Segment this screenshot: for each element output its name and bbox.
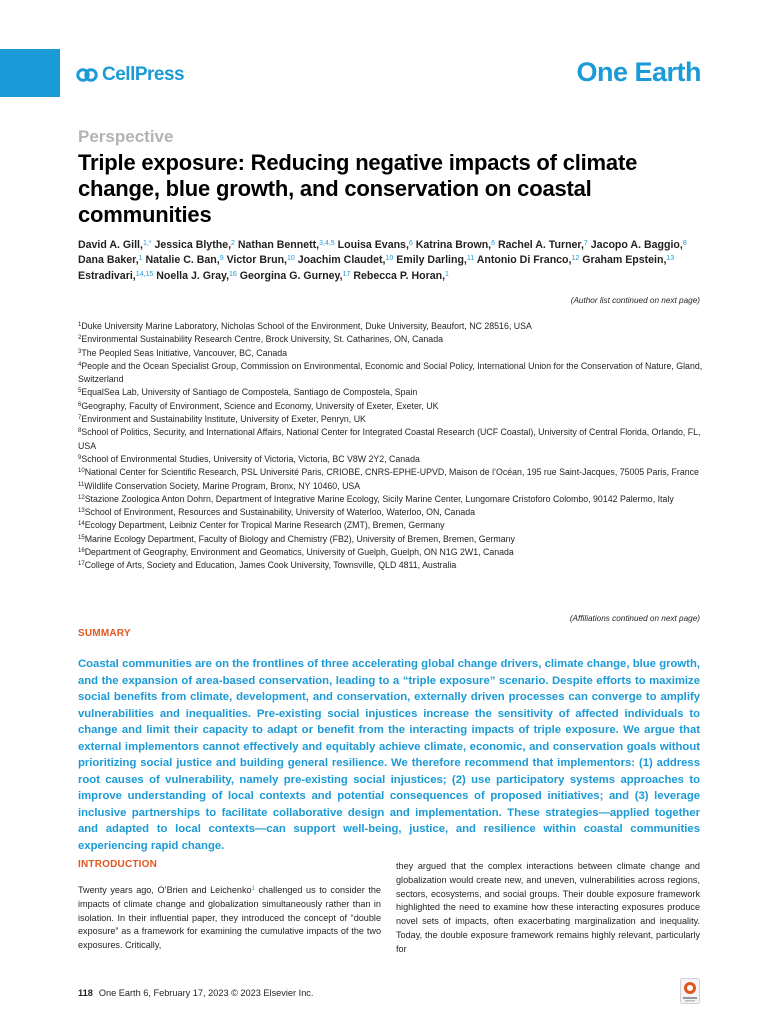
author — [298, 254, 394, 266]
author — [78, 254, 143, 266]
author-affiliation-ref[interactable]: 10 — [287, 255, 295, 263]
affiliation — [78, 493, 708, 506]
author — [154, 239, 234, 251]
author — [498, 239, 588, 251]
author-affiliation-ref[interactable]: 6 — [408, 240, 413, 247]
author — [591, 239, 687, 251]
summary-text: Coastal communities are on the frontlines of three accelerating global change drivers, climate change, blue growth, and the expansion of area-based conservation, leading to a “triple exposure” scenario. Despite efforts to maximize social benefits from climate, development, and conservation, externally driven processes can converge to amplify vulnerabilities and inequalities. Pre-existing social injustices increase the sensitivity of affected individuals to change and limit their capacity to adapt or benefit from the interacting impacts of triple exposure. We argue that external implementors cannot effectively and equitably achieve climate, economic, and conservation goals without prioritizing social justice and building general resilience. We therefore recommend that implementors: (1) address root causes of vulnerability, namely pre-existing social injustices; (2) use participatory systems approaches to improve understanding of local contexts and potential consequences of proposed initiatives; and (3) leverage inclusive partnerships to facilitate collaborative design and implementation. These strategies—applied together and adapted to local contexts—can support well-being, justice, and resilience within coastal communities experiencing rapid change. — [78, 658, 700, 852]
affiliation-text: EqualSea Lab, University of Santiago de Compostela, Santiago de Compostela, Spain — [81, 387, 418, 398]
author — [396, 254, 474, 266]
intro-left-text-start: Twenty years ago, O’Brien and Leichenko — [78, 885, 252, 895]
affiliation — [78, 360, 708, 387]
journal-citation: One Earth 6, February 17, 2023 © 2023 Elsevier Inc. — [98, 988, 314, 998]
author — [240, 270, 351, 282]
affiliation — [78, 347, 708, 360]
publisher-logo[interactable] — [76, 64, 184, 86]
affiliation-list — [78, 320, 708, 573]
article-type: Perspective — [78, 127, 174, 146]
author — [338, 239, 413, 251]
affiliation-text: The Peopled Seas Initiative, Vancouver, BC, Canada — [81, 347, 288, 358]
author — [156, 270, 237, 282]
author-name: Graham Epstein, — [582, 254, 667, 267]
author-name: Jessica Blythe, — [154, 239, 232, 251]
affiliation-number: 14 — [78, 521, 85, 528]
author-name: Victor Brun, — [226, 254, 287, 267]
journal-name[interactable]: One Earth — [576, 57, 701, 87]
author-name: Natalie C. Ban, — [145, 254, 220, 267]
author-affiliation-ref[interactable]: 1 — [445, 270, 449, 278]
author-name: David A. Gill, — [78, 239, 143, 251]
author-affiliation-ref[interactable]: 10 — [385, 255, 394, 263]
affiliation — [78, 480, 708, 493]
affiliation-number: 5 — [78, 388, 82, 395]
affiliation-text: Environment and Sustainability Institute, University of Exeter, Penryn, UK — [81, 414, 366, 425]
author — [146, 254, 224, 266]
affiliation — [78, 386, 708, 399]
check-for-updates-icon[interactable] — [680, 978, 700, 1004]
author — [353, 270, 449, 282]
affiliation-number: 15 — [78, 534, 85, 541]
author-affiliation-ref[interactable]: 9 — [219, 255, 224, 263]
affiliation-text: Stazione Zoologica Anton Dohrn, Department of Integrative Marine Ecology, Sicily Marine Center, Lungomare Cristoforo Colombo, 90142 Palermo, Italy — [84, 493, 674, 504]
affiliation-continued-note: (Affiliations continued on next page) — [569, 614, 700, 623]
author-affiliation-ref[interactable]: 1,* — [142, 240, 152, 247]
cellpress-link-icon — [76, 66, 98, 84]
affiliation-text: Environmental Sustainability Research Centre, Brock University, St. Catharines, ON, Canada — [81, 334, 443, 345]
affiliation-number: 1 — [78, 322, 82, 328]
affiliation — [78, 559, 708, 572]
affiliation-number: 10 — [78, 468, 85, 475]
introduction-heading: INTRODUCTION — [78, 859, 158, 870]
author-name: Antonio Di Franco, — [476, 254, 572, 267]
affiliation — [78, 426, 708, 453]
author-affiliation-ref[interactable]: 17 — [342, 270, 351, 278]
author-affiliation-ref[interactable]: 13 — [666, 255, 675, 263]
affiliation — [78, 453, 708, 466]
header-accent-bar — [0, 49, 60, 97]
affiliation-text: People and the Ocean Specialist Group, Commission on Environmental, Economic and Social Policy, International Union for the Conservation of Nature, Gland, Switzerland — [78, 360, 703, 385]
author-affiliation-ref[interactable]: 8 — [682, 240, 687, 247]
article-title: Triple exposure: Reducing negative impacts of climate change, blue growth, and conservation on coastal communities — [78, 150, 638, 227]
affiliation-number: 6 — [78, 401, 82, 408]
intro-left-column — [78, 884, 381, 953]
author-affiliation-ref[interactable]: 1 — [138, 255, 143, 263]
page-number: 118 — [78, 988, 93, 998]
affiliation-text: Department of Geography, Environment and Geomatics, University of Guelph, Guelph, ON N1G 2W1, Canada — [84, 547, 514, 558]
author-affiliation-ref[interactable]: 7 — [583, 240, 588, 247]
affiliation — [78, 546, 708, 559]
affiliation — [78, 413, 708, 426]
affiliation-text: National Center for Scientific Research, PSL Université Paris, CRIOBE, CNRS-EPHE-UPVD, Maison de l’Océan, 195 rue Saint-Jacques, 75005 Paris, France — [84, 467, 699, 478]
author-affiliation-ref[interactable]: 14,15 — [135, 270, 154, 278]
author-name: Rachel A. Turner, — [497, 239, 584, 251]
affiliation-text: School of Environment, Resources and Sustainability, University of Waterloo, Waterloo, ON, Canada — [84, 507, 476, 518]
reference-link[interactable]: 1 — [251, 886, 255, 892]
affiliation — [78, 320, 708, 333]
affiliation-number: 4 — [78, 361, 82, 368]
author-list — [78, 238, 708, 284]
affiliation-number: 9 — [78, 454, 82, 461]
affiliation-text: School of Politics, Security, and International Affairs, National Center for Integrated Coastal Research (UCF Coastal), University of Central Florida, Orlando, FL, USA — [78, 427, 701, 451]
affiliation — [78, 333, 708, 346]
author-affiliation-ref[interactable]: 2 — [231, 240, 235, 247]
page-footer — [78, 988, 313, 998]
affiliation-text: Wildlife Conservation Society, Marine Program, Bronx, NY 10460, USA — [84, 480, 361, 491]
affiliation-text: Geography, Faculty of Environment, Science and Economy, University of Exeter, Exeter, UK — [81, 400, 439, 411]
affiliation-number: 11 — [78, 481, 85, 488]
author-name: Georgina G. Gurney, — [239, 269, 343, 282]
author-continued-note: (Author list continued on next page) — [570, 296, 700, 305]
author-name: Louisa Evans, — [337, 239, 409, 251]
intro-right-column: they argued that the complex interactions between climate change and globalization would create new, and uneven, vulnerabilities across regions, sectors, ecosystems, and social groups. Their double exposure framework highlighted the need to examine how these interacting exposures produce novel sets of impacts, often exacerbating marginalization and inequality. Today, the double exposure framework remains highly relevant, particularly for — [396, 861, 700, 954]
author-affiliation-ref[interactable]: 3,4,5 — [319, 240, 335, 247]
author-name: Estradivari, — [78, 269, 136, 282]
author-name: Jacopo A. Baggio, — [590, 239, 683, 251]
affiliation-text: Ecology Department, Leibniz Center for Tropical Marine Research (ZMT), Bremen, Germany — [84, 520, 445, 531]
author-name: Dana Baker, — [78, 254, 139, 267]
author — [238, 239, 335, 251]
affiliation-text: Duke University Marine Laboratory, Nicholas School of the Environment, Duke University, Beaufort, NC 28516, USA — [81, 321, 532, 331]
author-name: Emily Darling, — [396, 254, 467, 267]
author-affiliation-ref[interactable]: 16 — [229, 270, 237, 278]
affiliation-text: School of Environmental Studies, University of Victoria, Victoria, BC V8W 2Y2, Canada — [81, 453, 420, 464]
author — [416, 239, 495, 251]
affiliation — [78, 466, 708, 479]
author-affiliation-ref[interactable]: 12 — [571, 255, 580, 263]
author-name: Noella J. Gray, — [156, 269, 230, 282]
affiliation — [78, 400, 708, 413]
affiliation — [78, 519, 708, 532]
author — [477, 254, 580, 266]
affiliation-text: Marine Ecology Department, Faculty of Biology and Chemistry (FB2), University of Bremen, Bremen, Germany — [84, 533, 515, 544]
author-affiliation-ref[interactable]: 11 — [466, 255, 475, 263]
affiliation-text: College of Arts, Society and Education, James Cook University, Townsville, QLD 4811, Australia — [84, 560, 457, 571]
publisher-name: CellPress — [102, 64, 185, 85]
affiliation-number: 8 — [78, 428, 82, 435]
affiliation — [78, 506, 708, 519]
affiliation-number: 7 — [78, 415, 82, 422]
affiliation-number: 17 — [78, 561, 85, 568]
affiliation-number: 2 — [78, 335, 82, 342]
affiliation-number: 13 — [78, 508, 85, 515]
author — [78, 270, 153, 282]
author — [582, 254, 674, 266]
author-name: Katrina Brown, — [415, 239, 492, 251]
author-name: Joachim Claudet, — [297, 254, 386, 267]
author — [78, 239, 152, 251]
author-name: Nathan Bennett, — [237, 239, 320, 251]
affiliation-number: 3 — [78, 348, 82, 355]
author — [227, 254, 295, 266]
affiliation-number: 16 — [78, 548, 85, 555]
author-name: Rebecca P. Horan, — [353, 269, 446, 282]
intro-left-text-end: challenged us to consider the impacts of climate change and globalization simultaneously rather than in isolation. In their influential paper, they introduced the concept of “double exposure” as a framework for examining the cumulative impacts of the two exposures. Critically, — [78, 885, 381, 951]
summary-heading: SUMMARY — [78, 628, 131, 639]
affiliation — [78, 533, 708, 546]
author-affiliation-ref[interactable]: 6 — [491, 240, 496, 247]
affiliation-number: 12 — [78, 494, 85, 501]
